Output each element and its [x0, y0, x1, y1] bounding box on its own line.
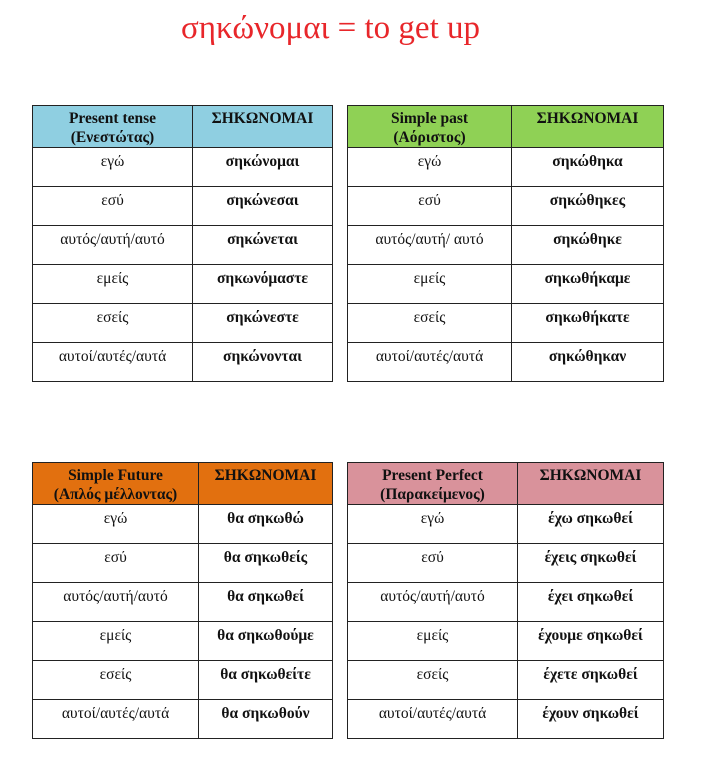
verb-form-cell: σηκώνεσαι	[193, 187, 333, 226]
verb-form-cell: σηκώνεστε	[193, 304, 333, 343]
pronoun-cell: εσύ	[33, 187, 193, 226]
table-row	[33, 544, 333, 583]
table-row	[348, 265, 664, 304]
tense-header	[33, 463, 199, 505]
pronoun-cell: εσείς	[33, 304, 193, 343]
present-tense-table	[32, 105, 333, 382]
verb-header: ΣΗΚΩΝΟΜΑΙ	[193, 106, 333, 148]
table-row	[33, 187, 333, 226]
simple-past-table	[347, 105, 664, 382]
table-row	[348, 148, 664, 187]
table-row	[33, 148, 333, 187]
verb-form-cell: θα σηκωθείς	[199, 544, 333, 583]
verb-form-cell: θα σηκωθούν	[199, 700, 333, 739]
verb-header: ΣΗΚΩΝΟΜΑΙ	[199, 463, 333, 505]
verb-form-cell: σηκώθηκαν	[512, 343, 664, 382]
verb-form-cell: έχω σηκωθεί	[518, 505, 664, 544]
verb-form-cell: έχεις σηκωθεί	[518, 544, 664, 583]
verb-form-cell: σηκώθηκες	[512, 187, 664, 226]
pronoun-cell: εσείς	[348, 304, 512, 343]
pronoun-cell: αυτοί/αυτές/αυτά	[33, 700, 199, 739]
table-header-row	[33, 106, 333, 148]
table-row	[348, 505, 664, 544]
verb-form-cell: σηκώνεται	[193, 226, 333, 265]
pronoun-cell: αυτός/αυτή/ αυτό	[348, 226, 512, 265]
pronoun-cell: εγώ	[33, 148, 193, 187]
verb-form-cell: έχετε σηκωθεί	[518, 661, 664, 700]
table-row	[348, 661, 664, 700]
tense-name-en: Present Perfect	[382, 467, 483, 484]
present-perfect-table	[347, 462, 664, 739]
table-row	[348, 226, 664, 265]
pronoun-cell: εγώ	[348, 505, 518, 544]
verb-form-cell: σηκώθηκα	[512, 148, 664, 187]
verb-header: ΣΗΚΩΝΟΜΑΙ	[512, 106, 664, 148]
pronoun-cell: αυτοί/αυτές/αυτά	[348, 343, 512, 382]
pronoun-cell: αυτοί/αυτές/αυτά	[348, 700, 518, 739]
verb-form-cell: σηκώθηκε	[512, 226, 664, 265]
verb-form-cell: σηκωθήκαμε	[512, 265, 664, 304]
tense-name-en: Simple Future	[68, 467, 163, 484]
table-row	[348, 343, 664, 382]
pronoun-cell: αυτός/αυτή/αυτό	[33, 583, 199, 622]
table-row	[348, 622, 664, 661]
table-row	[33, 583, 333, 622]
verb-form-cell: θα σηκωθούμε	[199, 622, 333, 661]
pronoun-cell: εσείς	[348, 661, 518, 700]
pronoun-cell: αυτοί/αυτές/αυτά	[33, 343, 193, 382]
simple-future-table	[32, 462, 333, 739]
pronoun-cell: εμείς	[33, 265, 193, 304]
verb-form-cell: έχουν σηκωθεί	[518, 700, 664, 739]
tense-header	[33, 106, 193, 148]
pronoun-cell: εμείς	[33, 622, 199, 661]
table-row	[33, 622, 333, 661]
verb-form-cell: θα σηκωθεί	[199, 583, 333, 622]
table-row	[33, 343, 333, 382]
page-title: σηκώνομαι = to get up	[181, 10, 480, 46]
pronoun-cell: αυτός/αυτή/αυτό	[33, 226, 193, 265]
table-row	[33, 661, 333, 700]
tense-name-en: Simple past	[390, 110, 469, 127]
tense-header	[348, 463, 518, 505]
table-row	[348, 187, 664, 226]
pronoun-cell: εσύ	[348, 187, 512, 226]
verb-form-cell: σηκώνομαι	[193, 148, 333, 187]
table-row	[348, 304, 664, 343]
pronoun-cell: εμείς	[348, 622, 518, 661]
table-row	[348, 583, 664, 622]
table-row	[33, 700, 333, 739]
tense-name-gr: (Απλός μέλλοντας)	[53, 486, 178, 503]
tense-name-gr: (Παρακείμενος)	[380, 486, 485, 503]
table-header-row	[348, 463, 664, 505]
table-row	[33, 265, 333, 304]
verb-form-cell: θα σηκωθείτε	[199, 661, 333, 700]
verb-header: ΣΗΚΩΝΟΜΑΙ	[518, 463, 664, 505]
pronoun-cell: εσύ	[33, 544, 199, 583]
verb-form-cell: σηκωθήκατε	[512, 304, 664, 343]
pronoun-cell: εγώ	[348, 148, 512, 187]
table-row	[33, 304, 333, 343]
tense-name-gr: (Ενεστώτας)	[70, 129, 155, 146]
table-row	[348, 700, 664, 739]
pronoun-cell: εσύ	[348, 544, 518, 583]
table-row	[33, 226, 333, 265]
pronoun-cell: αυτός/αυτή/αυτό	[348, 583, 518, 622]
pronoun-cell: εγώ	[33, 505, 199, 544]
table-row	[348, 544, 664, 583]
tense-name-gr: (Αόριστος)	[393, 129, 466, 146]
table-row	[33, 505, 333, 544]
verb-form-cell: σηκωνόμαστε	[193, 265, 333, 304]
pronoun-cell: εσείς	[33, 661, 199, 700]
pronoun-cell: εμείς	[348, 265, 512, 304]
verb-form-cell: σηκώνονται	[193, 343, 333, 382]
table-header-row	[348, 106, 664, 148]
table-header-row	[33, 463, 333, 505]
tense-header	[348, 106, 512, 148]
verb-form-cell: έχει σηκωθεί	[518, 583, 664, 622]
verb-form-cell: έχουμε σηκωθεί	[518, 622, 664, 661]
tense-name-en: Present tense	[68, 110, 157, 127]
verb-form-cell: θα σηκωθώ	[199, 505, 333, 544]
